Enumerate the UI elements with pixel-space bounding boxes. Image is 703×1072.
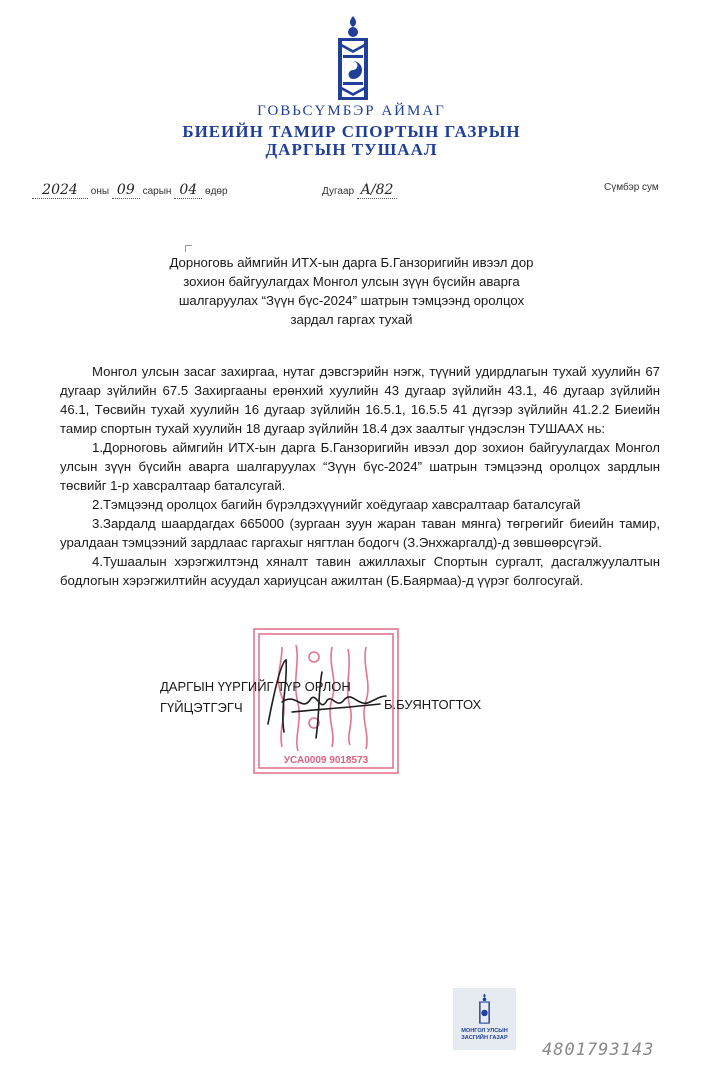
organization-name: БИЕИЙН ТАМИР СПОРТЫН ГАЗРЫН xyxy=(182,122,521,141)
signatory-title-line: ДАРГЫН ҮҮРГИЙГ ТҮР ОРЛОН xyxy=(160,679,351,694)
date-field xyxy=(32,182,228,199)
subject-line: зохион байгуулагдах Монгол улсын зүүн бүсийн аварга xyxy=(183,274,520,289)
date-year: 2024 xyxy=(32,182,88,199)
signatory-title-line: ГҮЙЦЭТГЭГЧ xyxy=(160,700,243,715)
logo-text-line: МОНГОЛ УЛСЫН xyxy=(461,1028,508,1034)
document-serial: 4801793143 xyxy=(542,1040,655,1060)
order-subject xyxy=(120,253,583,329)
date-month-suffix: сарын xyxy=(142,186,172,197)
order-item-3: 3.Зардалд шаардагдах 665000 (зургаан зуун жаран таван мянга) төгрөгийг биеийн тамир, уралдаан тэмцээний зардлаас гаргахыг нягтлан бодогч (З.Энхжаргалд)-д зөвшөөрсүгэй. xyxy=(60,516,660,550)
soyombo-small-icon xyxy=(477,992,492,1026)
order-item-4: 4.Тушаалын хэрэгжилтэнд хяналт тавин ажиллахыг Спортын сургалт, дасгалжуулалтын бодлогын хэрэгжилтийн асуудал хариуцсан ажилтан (Б.Баярмаа)-д үүрэг болгосугай. xyxy=(60,554,660,588)
aimag-name: ГОВЬСҮМБЭР АЙМАГ xyxy=(257,103,446,119)
date-month: 09 xyxy=(112,182,140,199)
date-day: 04 xyxy=(174,182,202,199)
document-type: ДАРГЫН ТУШААЛ xyxy=(265,140,438,159)
date-day-suffix: өдөр xyxy=(205,186,228,197)
place-name: Сүмбэр сум xyxy=(604,182,659,193)
number-field xyxy=(322,182,397,199)
soyombo-emblem-icon xyxy=(332,14,374,104)
signatory-name: Б.БУЯНТОГТОХ xyxy=(384,697,482,712)
stamp-code: УСА0009 9018573 xyxy=(283,755,369,766)
logo-text-line: ЗАСГИЙН ГАЗАР xyxy=(461,1035,508,1041)
subject-line: Дорноговь аймгийн ИТХ-ын дарга Б.Ганзоригийн ивээл дор xyxy=(169,255,534,270)
handwritten-signature xyxy=(262,652,390,742)
order-number: А/82 xyxy=(357,182,397,199)
government-logo xyxy=(453,988,516,1050)
order-item-2: 2.Тэмцээнд оролцох багийн бүрэлдэхүүнийг хоёдугаар хавсралтаар баталсугай xyxy=(92,497,581,512)
number-label: Дугаар xyxy=(322,186,355,197)
subject-line: шалгаруулах “Зүүн бүс-2024” шатрын тэмцээнд оролцох xyxy=(178,293,525,308)
body-intro: Монгол улсын засаг захиргаа, нутаг дэвсгэрийн нэгж, түүний удирдлагын тухай хуулийн 67 дугаар зүйлийн 67.5 Захиргааны ерөнхий хуулийн 43 дугаар зүйлийн 43.1, 46 дугаар зүйлийн 46.1, Төсвийн тухай хуулийн 16 дугаар зүйлийн 16.5.1, 16.5.5 41 дүгээр зүйлийн 41.2.2 Биеийн тамир спортын тухай хуулийн 18 дугаар зүйлийн 18.4 дэх заалтыг үндэслэн ТУШААХ нь: xyxy=(60,364,660,436)
subject-line: зардал гаргах тухай xyxy=(290,312,413,327)
order-body xyxy=(60,362,660,590)
order-item-1: 1.Дорноговь аймгийн ИТХ-ын дарга Б.Ганзоригийн ивээл дор зохион байгуулагдах Монгол улсын зүүн бүсийн аварга шалгаруулах “Зүүн бүс-2024” шатрын тэмцээнд оролцох зардлын төсвийг 1-р хавсралтаар баталсугай. xyxy=(60,440,660,493)
date-year-suffix: оны xyxy=(90,186,110,197)
corner-mark xyxy=(185,245,192,252)
